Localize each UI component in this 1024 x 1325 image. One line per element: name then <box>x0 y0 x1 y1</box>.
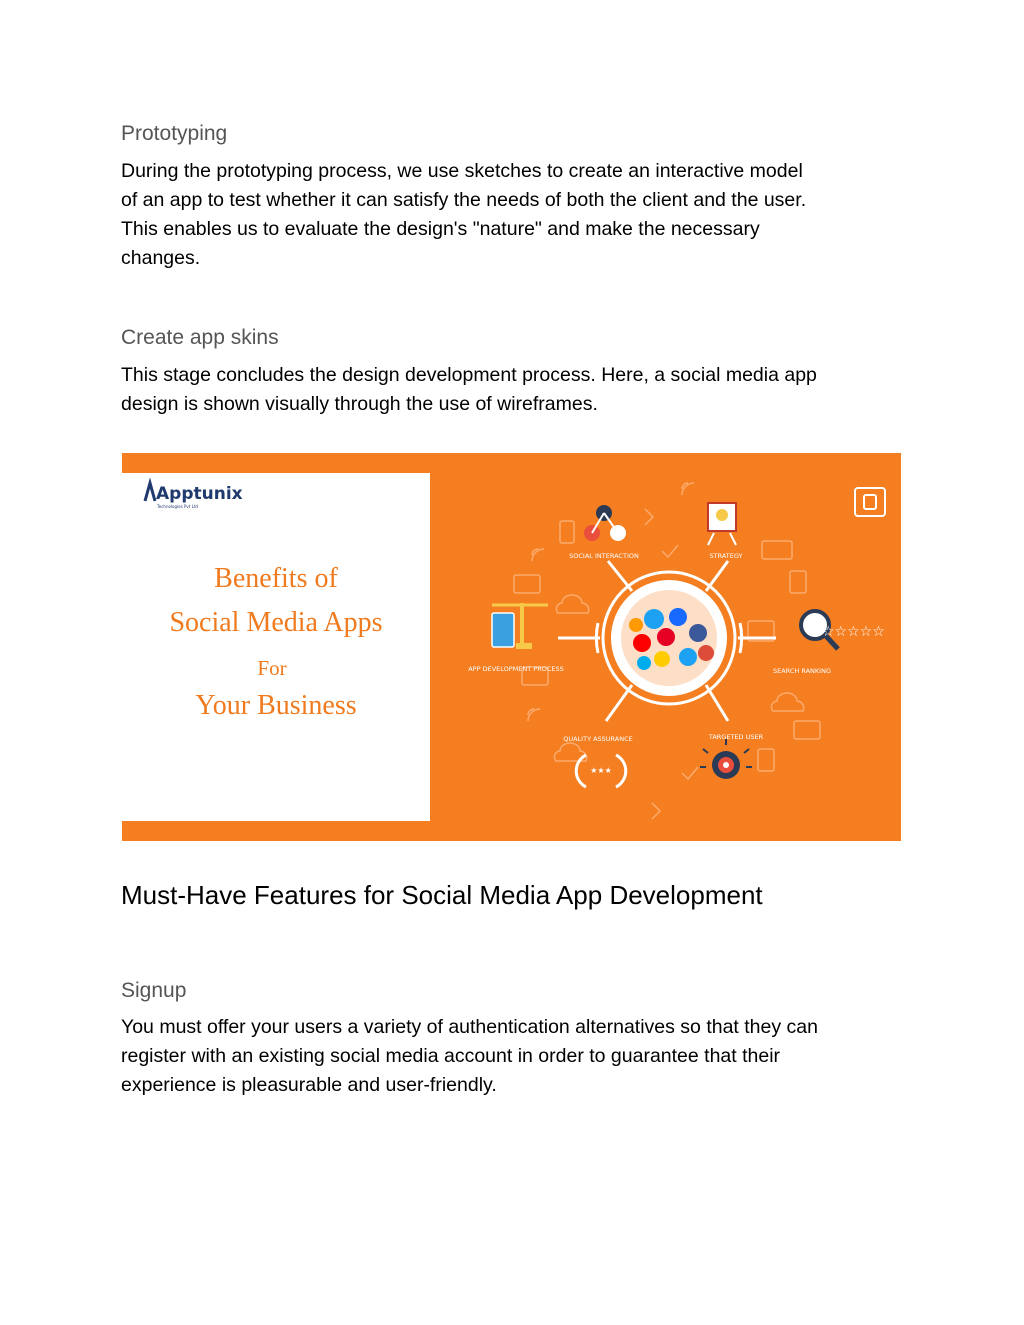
banner-title-line-4: Your Business <box>195 690 357 721</box>
text-line: of an app to test whether it can satisfy the needs of both the client and the user. <box>121 189 807 211</box>
text-line: This stage concludes the design development process. Here, a social media app <box>121 364 817 386</box>
prototyping-paragraph <box>121 157 921 273</box>
label-quality-assurance: QUALITY ASSURANCE <box>563 735 633 743</box>
signup-paragraph <box>121 1013 921 1100</box>
label-targeted-user: TARGETED USER <box>708 733 764 741</box>
section-title-signup: Signup <box>121 979 187 1002</box>
banner-title-line-3: For <box>257 656 287 680</box>
text-line: During the prototyping process, we use sketches to create an interactive model <box>121 160 803 182</box>
logo-text: Apptunix <box>156 484 243 504</box>
section-title-prototyping: Prototyping <box>121 122 228 145</box>
svg-text:★★★: ★★★ <box>590 766 612 775</box>
text-line: You must offer your users a variety of authentication alternatives so that they can <box>121 1016 818 1038</box>
text-line: changes. <box>121 247 201 269</box>
label-strategy: STRATEGY <box>709 552 743 560</box>
app-skins-paragraph <box>121 361 921 419</box>
text-line: This enables us to evaluate the design's "nature" and make the necessary <box>121 218 760 240</box>
features-heading: Must-Have Features for Social Media App Development <box>121 880 763 910</box>
section-title-app-skins: Create app skins <box>121 326 279 349</box>
label-search-ranking: SEARCH RANKING <box>772 667 832 675</box>
text-line: register with an existing social media account in order to guarantee that their <box>121 1045 781 1067</box>
banner-image <box>122 453 901 841</box>
rating-stars-icon: ☆☆☆☆☆ <box>822 624 885 640</box>
logo-tagline: Technologies Pvt Ltd <box>157 504 198 509</box>
banner-title-line-2: Social Media Apps <box>169 607 383 638</box>
text-line: design is shown visually through the use of wireframes. <box>121 393 598 415</box>
text-line: experience is pleasurable and user-friendly. <box>121 1074 497 1096</box>
social-media-hub-icon <box>603 572 735 704</box>
banner-white-panel <box>122 473 430 821</box>
banner-title-line-1: Benefits of <box>214 563 338 594</box>
label-app-development: APP DEVELOPMENT PROCESS <box>468 665 564 673</box>
label-social-interaction: SOCIAL INTERACTION <box>569 552 639 560</box>
